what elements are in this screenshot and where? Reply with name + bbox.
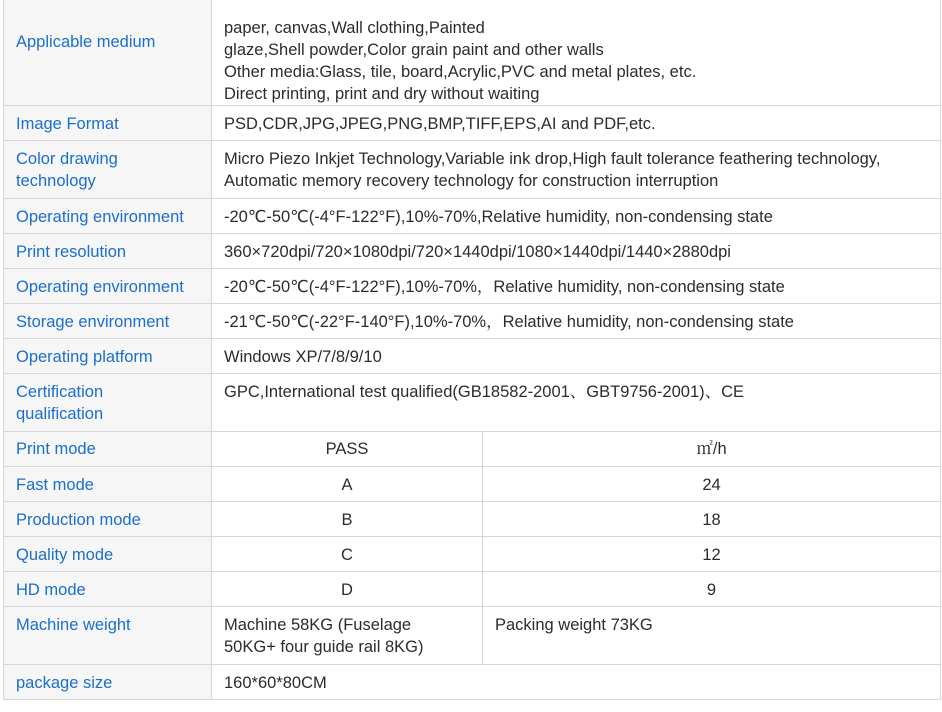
row-print-resolution bbox=[4, 234, 941, 269]
value-package-size: 160*60*80CM bbox=[212, 665, 941, 700]
cell-rate: 24 bbox=[483, 467, 941, 502]
row-operating-environment-2 bbox=[4, 269, 941, 304]
cell-pass: B bbox=[212, 502, 483, 537]
value-storage-environment: -21℃-50℃(-22°F-140°F),10%-70%，Relative humidity, non-condensing state bbox=[212, 304, 941, 339]
header-pass: PASS bbox=[212, 432, 483, 467]
value-packing-weight: Packing weight 73KG bbox=[483, 607, 941, 665]
row-image-format bbox=[4, 106, 941, 141]
row-certification bbox=[4, 374, 941, 432]
cell-pass: C bbox=[212, 537, 483, 572]
row-operating-platform bbox=[4, 339, 941, 374]
cell-rate: 9 bbox=[483, 572, 941, 607]
cell-pass: A bbox=[212, 467, 483, 502]
row-quality-mode bbox=[4, 537, 941, 572]
spec-table bbox=[3, 0, 941, 700]
row-production-mode bbox=[4, 502, 941, 537]
row-fast-mode bbox=[4, 467, 941, 502]
label-operating-platform: Operating platform bbox=[4, 339, 212, 374]
row-operating-environment-1 bbox=[4, 199, 941, 234]
row-storage-environment bbox=[4, 304, 941, 339]
row-applicable-medium bbox=[4, 0, 941, 106]
value-certification: GPC,International test qualified(GB18582-2001、GBT9756-2001)、CE bbox=[212, 374, 941, 432]
value-machine-weight: Machine 58KG (Fuselage 50KG+ four guide rail 8KG) bbox=[212, 607, 483, 665]
value-operating-environment: -20℃-50℃(-4°F-122°F),10%-70%,Relative humidity, non-condensing state bbox=[212, 199, 941, 234]
cell-pass: D bbox=[212, 572, 483, 607]
label-color-drawing: Color drawing technology bbox=[4, 141, 212, 199]
value-operating-environment: -20℃-50℃(-4°F-122°F),10%-70%，Relative humidity, non-condensing state bbox=[212, 269, 941, 304]
label-mode: HD mode bbox=[4, 572, 212, 607]
label-operating-environment: Operating environment bbox=[4, 199, 212, 234]
label-package-size: package size bbox=[4, 665, 212, 700]
label-operating-environment: Operating environment bbox=[4, 269, 212, 304]
value-applicable-medium: paper, canvas,Wall clothing,Painted glaze,Shell powder,Color grain paint and other walls Other media:Glass, tile, board,Acrylic,PVC and metal plates, etc. Direct printing, print and dry without waiting bbox=[212, 0, 941, 106]
row-hd-mode bbox=[4, 572, 941, 607]
cell-rate: 12 bbox=[483, 537, 941, 572]
value-image-format: PSD,CDR,JPG,JPEG,PNG,BMP,TIFF,EPS,AI and PDF,etc. bbox=[212, 106, 941, 141]
label-print-mode: Print mode bbox=[4, 432, 212, 467]
cell-rate: 18 bbox=[483, 502, 941, 537]
value-operating-platform: Windows XP/7/8/9/10 bbox=[212, 339, 941, 374]
row-print-mode-header bbox=[4, 432, 941, 467]
value-print-resolution: 360×720dpi/720×1080dpi/720×1440dpi/1080×1440dpi/1440×2880dpi bbox=[212, 234, 941, 269]
label-applicable-medium: Applicable medium bbox=[4, 0, 212, 106]
row-package-size bbox=[4, 665, 941, 700]
row-color-drawing bbox=[4, 141, 941, 199]
label-mode: Quality mode bbox=[4, 537, 212, 572]
label-certification: Certification qualification bbox=[4, 374, 212, 432]
label-mode: Fast mode bbox=[4, 467, 212, 502]
value-color-drawing: Micro Piezo Inkjet Technology,Variable ink drop,High fault tolerance feathering technology, Automatic memory recovery technology for construction interruption bbox=[212, 141, 941, 199]
header-rate: ㎡/h bbox=[483, 432, 941, 467]
label-print-resolution: Print resolution bbox=[4, 234, 212, 269]
label-mode: Production mode bbox=[4, 502, 212, 537]
label-machine-weight: Machine weight bbox=[4, 607, 212, 665]
row-machine-weight bbox=[4, 607, 941, 665]
label-image-format: Image Format bbox=[4, 106, 212, 141]
label-storage-environment: Storage environment bbox=[4, 304, 212, 339]
